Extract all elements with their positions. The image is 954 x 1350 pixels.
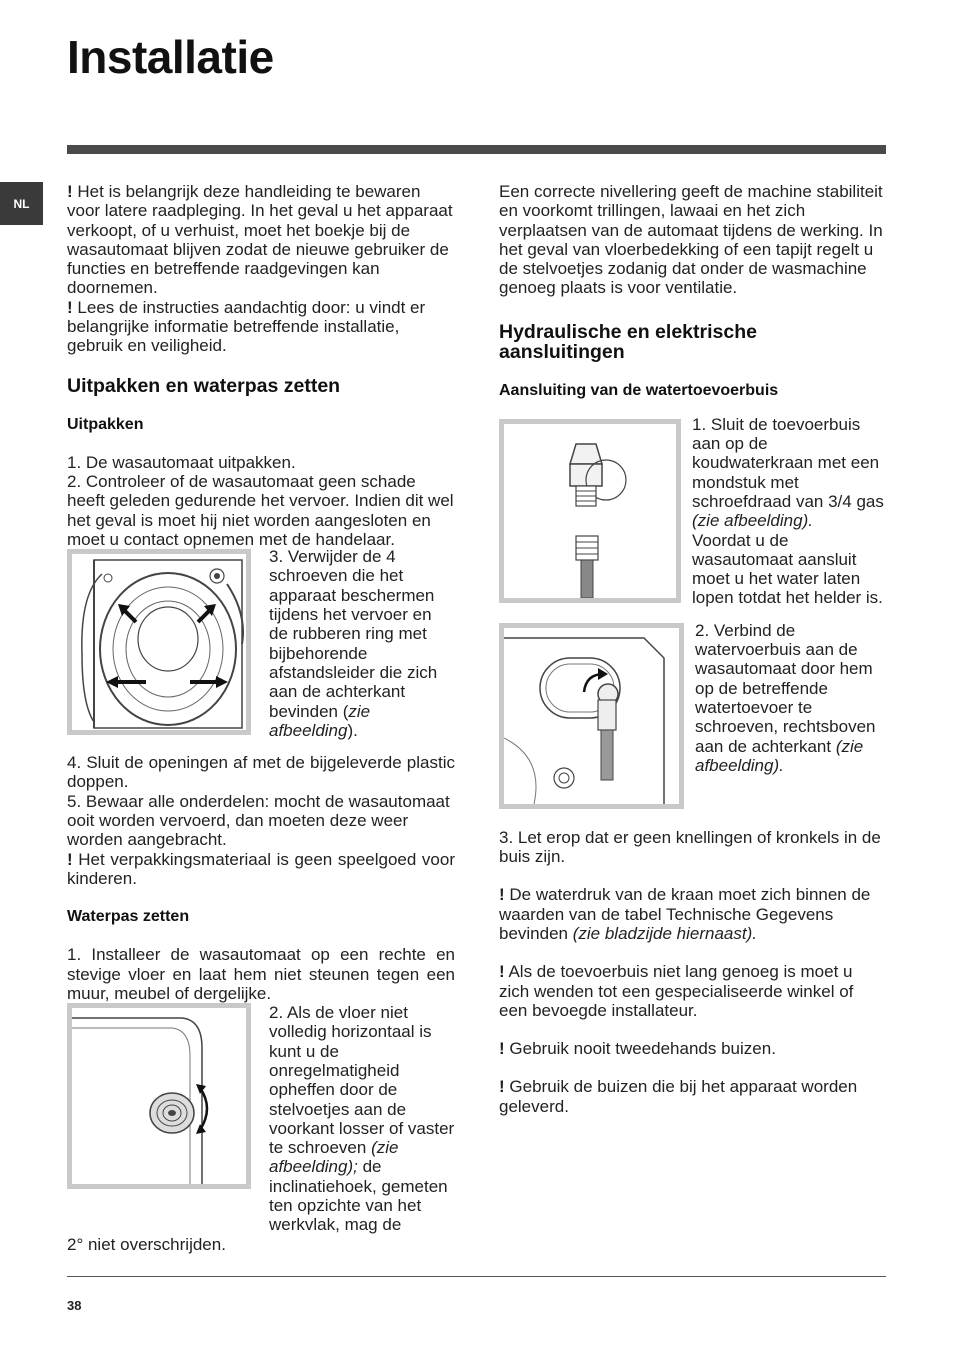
foot-adjust-figure [67,1003,251,1189]
unpack-step-3: 3. Verwijder de 4 schroeven die het apparaat beschermen tijdens het vervoer en de rubberen ring met bijbehorende afstandsleider die zich aan de achterkant bevinden (zie afbeelding). [269,547,438,740]
warning-mark: ! [67,849,73,869]
leveling-figure-row [67,1003,455,1235]
intro-note-2: ! Lees de instructies aandachtig door: u vindt er belangrijke informatie betreffende installatie, gebruik en veiligheid. [67,297,426,356]
subheading-water-inlet: Aansluiting van de watertoevoerbuis [499,381,779,399]
inlet-figure-row [499,620,885,809]
water-inlet-step-3: 3. Let erop dat er geen knellingen of kronkels in de buis zijn. [499,827,881,867]
unpack-step-2: 2. Controleer of de wasautomaat geen schade heeft geleden gedurende het vervoer. Indien dit wel het geval is moet hij niet worden aangesloten en moet u contact opnemen met de handelaar. [67,471,454,549]
unpack-step-4: 4. Sluit de openingen af met de bijgeleverde plastic doppen. [67,753,455,792]
packaging-warning: ! Het verpakkingsmateriaal is geen speelgoed voor kinderen. [67,849,455,888]
warning-mark: ! [499,962,505,982]
leveling-step-1: 1. Installeer de wasautomaat op een rechte en stevige vloer en laat hem niet steunen tegen een muur, meubel of dergelijke. [67,945,455,1003]
warning-mark: ! [499,885,505,905]
page-title: Installatie [67,31,274,83]
warning-mark: ! [499,1077,505,1097]
foot-adjust-illustration [72,1008,246,1184]
supplied-hose-note: ! Gebruik de buizen die bij het apparaat worden geleverd. [499,1077,858,1116]
subheading-unpack: Uitpakken [67,415,144,433]
title-divider [67,145,886,154]
machine-back-illustration [72,554,246,730]
water-inlet-step-2: 2. Verbind de watervoerbuis aan de wasautomaat door hem op de betreffende watertoevoer te schroeven, rechtsboven aan de achterkant (zie afbeelding). [695,620,876,775]
leveling-step-2: 2. Als de vloer niet volledig horizontaal is kunt u de onregelmatigheid opheffen door de stelvoetjes aan de voorkant losser of vaster te schroeven (zie afbeelding); de inclinatiehoek, gemeten ten opzichte van het werkvlak, mag de [269,1003,455,1235]
right-column [499,182,885,1116]
leveling-benefit-text: Een correcte nivellering geeft de machine stabiliteit en voorkomt trillingen, lawaai en het zich verplaatsen van de automaat tijdens de werking. In het geval van vloerbedekking of een tapijt regelt u de stelvoetjes zodanig dat onder de wasmachine genoeg plaats is voor ventilatie. [499,182,883,298]
machine-back-figure [67,549,251,735]
water-inlet-step-1: 1. Sluit de toevoerbuis aan op de koudwaterkraan met een mondstuk met schroefdraad van 3/4 gas (zie afbeelding). Voordat u de wasautomaat aansluit moet u het water laten lopen totdat het helder is. [692,414,884,608]
section-heading-connections: Hydraulische en elektrische aansluitingen [499,320,757,363]
unpack-step-1: 1. De wasautomaat uitpakken. [67,452,296,472]
intro-note-1: ! Het is belangrijk deze handleiding te bewaren voor latere raadpleging. In het geval u het apparaat verkoopt, of u verhuist, moet het boekje bij de wasautomaat blijven zodat de nieuwe gebruiker de functies en betreffende raadgevingen kan doornemen. [67,182,453,298]
inlet-connection-illustration [504,628,679,804]
hose-length-note: ! Als de toevoerbuis niet lang genoeg is moet u zich wenden tot een gespecialiseerde winkel of een bevoegde installateur. [499,962,854,1020]
tap-figure-row [499,414,885,608]
section-heading-unpack-level: Uitpakken en waterpas zetten [67,374,341,397]
language-tab: NL [0,182,43,225]
warning-mark: ! [67,182,73,201]
left-column [67,182,455,1254]
subheading-leveling: Waterpas zetten [67,908,190,926]
inlet-figure [499,623,684,809]
warning-mark: ! [67,297,73,317]
pressure-note: ! De waterdruk van de kraan moet zich binnen de waarden van de tabel Technische Gegevens bevinden (zie bladzijde hiernaast). [499,885,871,943]
footer-divider [67,1276,886,1277]
warning-mark: ! [499,1039,505,1059]
used-hose-note: ! Gebruik nooit tweedehands buizen. [499,1039,776,1059]
tap-connection-illustration [504,424,676,598]
leveling-step-2-end: 2° niet overschrijden. [67,1234,226,1254]
page-number: 38 [67,1298,82,1313]
tap-figure [499,419,681,603]
unpack-step-5: 5. Bewaar alle onderdelen: mocht de wasautomaat ooit worden vervoerd, dan moeten deze weer worden aangebracht. [67,791,450,850]
unpack-figure-row [67,549,455,740]
